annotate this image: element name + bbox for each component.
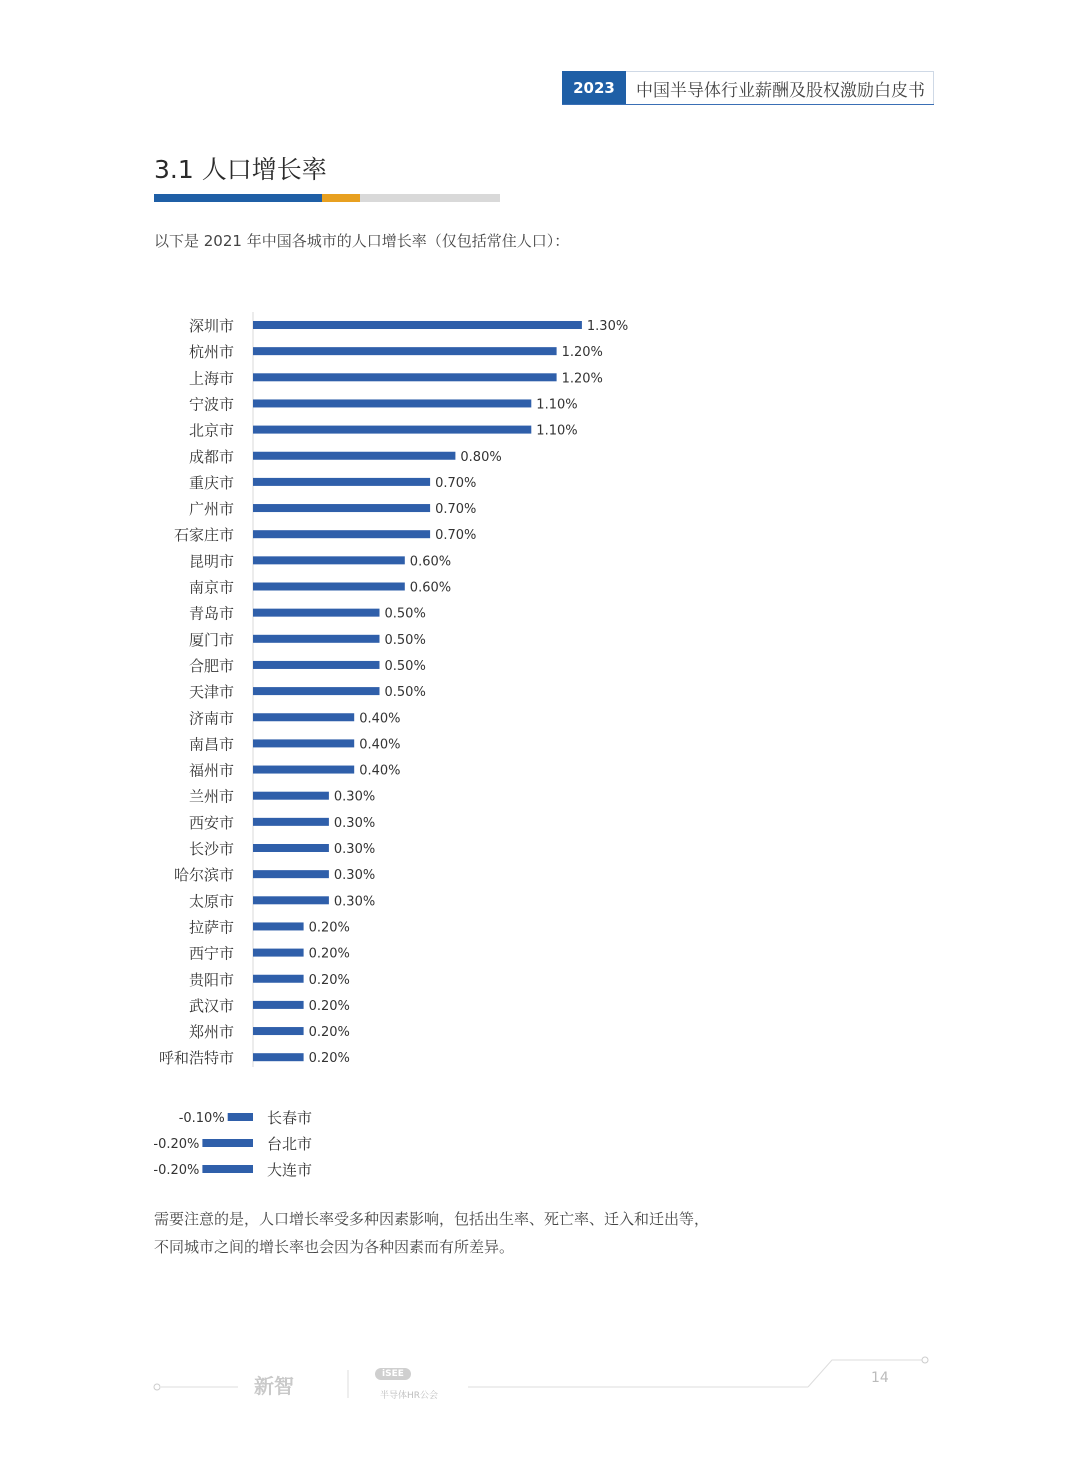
category-label: 太原市 <box>188 892 234 911</box>
section-title: 3.1 人口增长率 <box>154 155 327 184</box>
bar <box>253 478 430 486</box>
category-label: 贵阳市 <box>188 970 234 989</box>
category-label: 西安市 <box>188 813 234 832</box>
category-label: 青岛市 <box>188 604 234 623</box>
value-label: 0.20% <box>308 946 350 962</box>
bar <box>253 373 557 381</box>
bar <box>253 504 430 512</box>
value-label: 0.60% <box>409 554 452 570</box>
bar <box>253 1053 304 1061</box>
bar <box>253 896 329 904</box>
category-label: 大连市 <box>267 1161 313 1179</box>
bar <box>253 1001 304 1009</box>
category-label: 厦门市 <box>188 630 234 649</box>
intro-text: 以下是 2021 年中国各城市的人口增长率（仅包括常住人口）： <box>154 232 570 250</box>
value-label: 0.30% <box>333 815 376 831</box>
bar <box>253 1027 304 1035</box>
note-line-2: 不同城市之间的增长率也会因为各种因素而有所差异。 <box>154 1238 515 1256</box>
note-text <box>154 1205 709 1261</box>
bar <box>253 844 329 852</box>
bar <box>253 347 557 355</box>
value-label: 0.70% <box>435 528 477 544</box>
xinzhi-logo: 新智 <box>254 1374 294 1398</box>
category-label: 重庆市 <box>188 473 234 492</box>
value-label: 0.40% <box>359 737 401 753</box>
category-label: 南昌市 <box>188 735 234 754</box>
category-label: 合肥市 <box>188 656 234 675</box>
category-label: 哈尔滨市 <box>173 866 234 885</box>
category-label: 长沙市 <box>188 840 234 858</box>
value-label: 0.30% <box>333 894 376 910</box>
value-label: -0.20% <box>153 1163 200 1178</box>
bar <box>202 1139 253 1147</box>
value-label: -0.20% <box>153 1137 200 1152</box>
value-label: 0.60% <box>409 580 452 596</box>
value-label: 0.20% <box>308 920 350 936</box>
value-label: 0.50% <box>384 658 426 674</box>
bar <box>253 321 582 329</box>
value-label: -0.10% <box>178 1111 225 1126</box>
value-label: 0.20% <box>308 998 350 1014</box>
category-label: 宁波市 <box>188 395 234 414</box>
note-line-1: 需要注意的是，人口增长率受多种因素影响，包括出生率、死亡率、迁入和迁出等， <box>154 1210 710 1228</box>
value-label: 1.20% <box>561 371 603 387</box>
page-number: 14 <box>871 1370 889 1386</box>
category-label: 郑州市 <box>188 1023 234 1042</box>
isee-logo: iSEE <box>375 1368 411 1380</box>
bar <box>253 583 405 591</box>
value-label: 0.50% <box>384 685 426 701</box>
bar <box>253 975 304 983</box>
category-label: 广州市 <box>188 500 234 519</box>
bar <box>253 870 329 878</box>
value-label: 1.20% <box>561 345 603 361</box>
bar <box>253 739 354 747</box>
category-label: 昆明市 <box>188 552 234 571</box>
value-label: 0.20% <box>308 1051 350 1067</box>
category-label: 呼和浩特市 <box>158 1049 234 1068</box>
bar <box>228 1113 253 1121</box>
category-label: 深圳市 <box>188 317 234 335</box>
bar <box>253 426 531 434</box>
bar <box>253 922 304 930</box>
bar <box>253 556 405 564</box>
header-title: 中国半导体行业薪酬及股权激励白皮书 <box>626 71 934 104</box>
value-label: 0.70% <box>435 475 477 491</box>
category-label: 武汉市 <box>188 996 234 1015</box>
value-label: 0.50% <box>384 632 426 648</box>
bar <box>202 1165 253 1173</box>
value-label: 0.30% <box>333 868 376 884</box>
category-label: 拉萨市 <box>188 918 234 937</box>
bar <box>253 818 329 826</box>
value-label: 1.30% <box>586 319 629 334</box>
isee-logo-subtitle: 半导体HR公会 <box>380 1391 439 1401</box>
category-label: 济南市 <box>188 709 234 728</box>
bar <box>253 713 354 721</box>
bar <box>253 792 329 800</box>
bar <box>253 635 380 643</box>
category-label: 福州市 <box>188 761 234 780</box>
bar <box>253 452 455 460</box>
value-label: 0.40% <box>359 763 401 779</box>
bar <box>253 766 354 774</box>
value-label: 0.80% <box>460 449 502 465</box>
category-label: 长春市 <box>267 1109 313 1127</box>
value-label: 0.30% <box>333 789 376 805</box>
category-label: 天津市 <box>188 683 234 702</box>
category-label: 杭州市 <box>188 343 234 362</box>
bar <box>253 949 304 957</box>
value-label: 0.40% <box>359 711 401 727</box>
value-label: 1.10% <box>536 397 578 413</box>
category-label: 台北市 <box>267 1135 313 1153</box>
category-label: 成都市 <box>188 447 234 466</box>
category-label: 北京市 <box>188 421 234 440</box>
category-label: 石家庄市 <box>173 526 234 545</box>
category-label: 兰州市 <box>188 787 234 806</box>
bar <box>253 399 531 407</box>
bar <box>253 609 380 617</box>
category-label: 南京市 <box>188 578 234 597</box>
category-label: 西宁市 <box>188 944 234 963</box>
bar <box>253 687 380 695</box>
value-label: 0.20% <box>308 972 350 988</box>
header-year: 2023 <box>562 71 626 104</box>
footer-decoration <box>0 1350 1080 1410</box>
value-label: 0.70% <box>435 502 477 518</box>
value-label: 0.50% <box>384 606 426 622</box>
value-label: 0.30% <box>333 842 376 857</box>
value-label: 0.20% <box>308 1025 350 1041</box>
value-label: 1.10% <box>536 423 578 439</box>
category-label: 上海市 <box>188 369 234 388</box>
bar <box>253 661 380 669</box>
bar <box>253 530 430 538</box>
